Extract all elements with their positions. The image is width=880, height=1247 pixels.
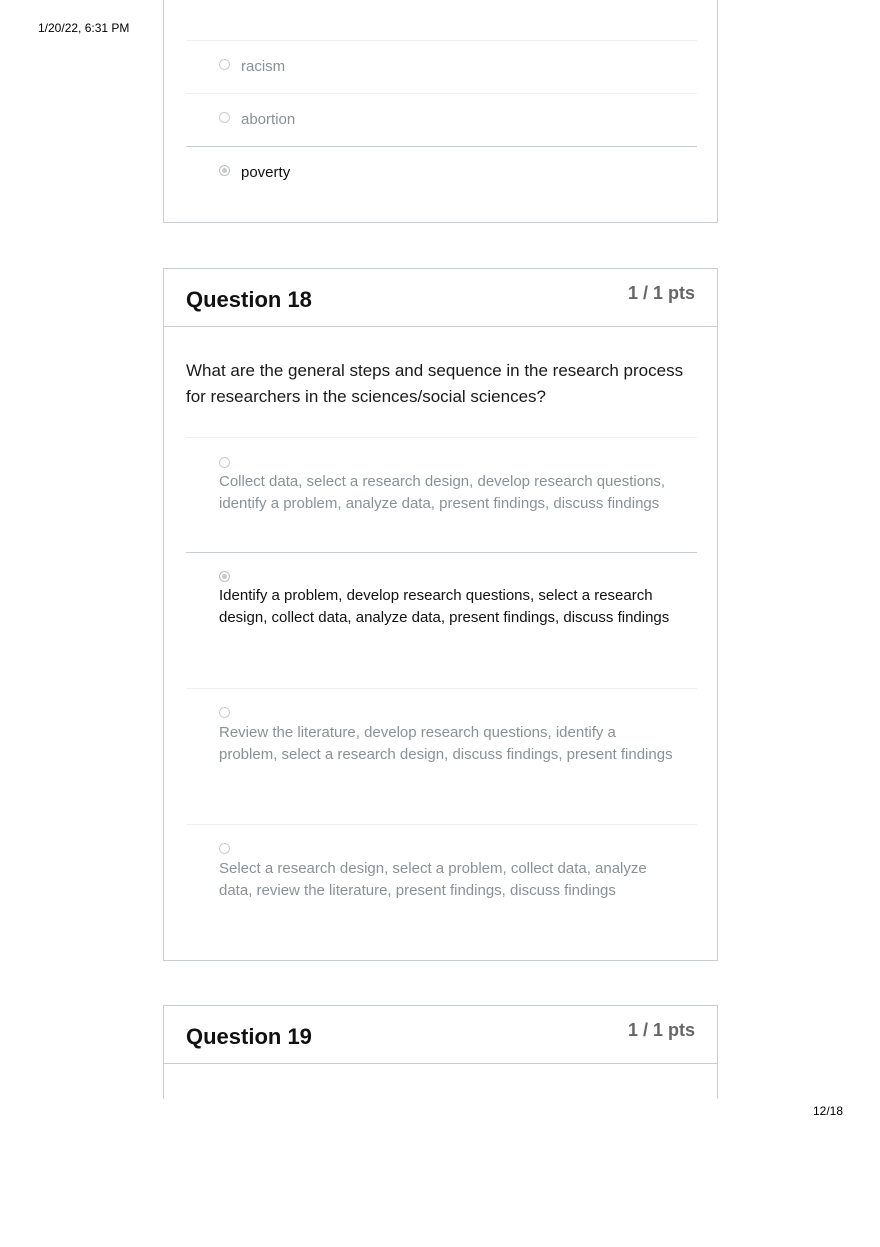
answer-1-radio[interactable] <box>219 457 230 468</box>
answer-3-label: Review the literature, develop research questions, identify a problem, select a research design, discuss findings, present findings <box>219 724 673 763</box>
answer-divider <box>186 824 697 825</box>
answer-racism-radio[interactable] <box>219 59 230 70</box>
question-18-card <box>163 268 718 961</box>
page-bottom-margin <box>0 1099 880 1247</box>
answer-poverty-radio[interactable] <box>219 165 230 176</box>
answer-abortion-label: abortion <box>241 111 296 128</box>
answer-3-radio[interactable] <box>219 707 230 718</box>
answer-2-radio[interactable] <box>219 571 230 582</box>
print-timestamp: 1/20/22, 6:31 PM <box>38 21 130 35</box>
answer-racism-label: racism <box>241 58 286 75</box>
question-title: Question 18 <box>186 287 312 312</box>
answer-divider <box>186 688 697 689</box>
question-title: Question 19 <box>186 1024 312 1049</box>
answer-1-label: Collect data, select a research design, develop research questions, identify a problem, analyze data, present findings, discuss findings <box>219 473 666 512</box>
question-header <box>164 1006 717 1064</box>
answer-4-radio[interactable] <box>219 843 230 854</box>
page-number: 12/18 <box>812 1104 843 1118</box>
answer-4-label: Select a research design, select a problem, collect data, analyze data, review the literature, present findings, discuss findings <box>219 860 647 899</box>
question-17-card <box>163 0 718 223</box>
answer-poverty-label: poverty <box>241 164 291 181</box>
question-header <box>164 269 717 327</box>
answer-2-label: Identify a problem, develop research questions, select a research design, collect data, analyze data, present findings, discuss findings <box>219 587 670 626</box>
question-points: 1 / 1 pts <box>627 1020 695 1040</box>
question-text: What are the general steps and sequence in the research process for researchers in the sciences/social sciences? <box>186 361 684 406</box>
answer-divider <box>186 93 697 94</box>
answer-divider <box>186 437 697 438</box>
answer-divider <box>186 146 697 147</box>
answer-divider <box>186 40 697 41</box>
answer-divider <box>186 552 697 553</box>
question-points: 1 / 1 pts <box>627 283 695 303</box>
answer-abortion-radio[interactable] <box>219 112 230 123</box>
